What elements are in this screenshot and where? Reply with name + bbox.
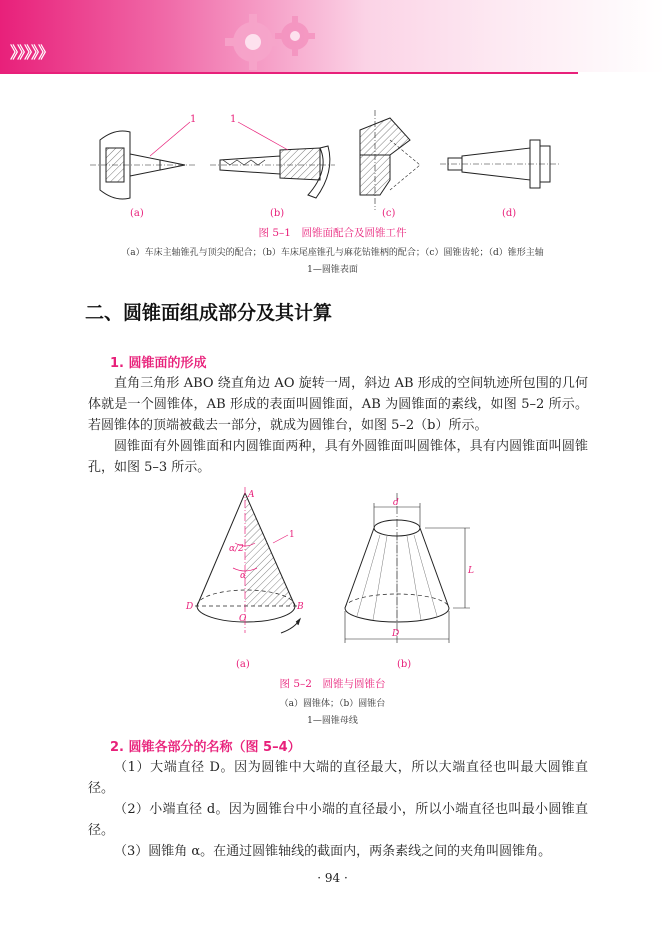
small-diameter-label: d (393, 498, 399, 508)
figure-5-1-drawings (90, 110, 590, 220)
length-label: L (468, 566, 474, 576)
section-title: 二、圆锥面组成部分及其计算 (85, 302, 333, 324)
header-rule (0, 72, 578, 74)
chevron-decoration-icon: 》》》》》 (10, 43, 54, 62)
figure-5-1a-spindle-drawing (90, 122, 195, 199)
big-diameter-label: D (392, 629, 400, 639)
figure-5-2-caption: 图 5–2 圆锥与圆锥台 (279, 678, 386, 690)
figure-5-1a-callout: 1 (190, 114, 197, 125)
figure-5-1d-tapered-spindle-drawing (440, 140, 560, 188)
figure-5-2b-frustum-drawing (345, 493, 470, 643)
point-a-label: A (248, 490, 255, 500)
figure-5-1c-bevel-gear-drawing (360, 110, 420, 210)
figure-5-1c-label: (c) (382, 208, 396, 219)
figure-5-1b-drill-drawing (210, 122, 335, 198)
half-angle-label: α/2 (229, 544, 244, 554)
figure-5-1b-label: (b) (270, 208, 285, 219)
figure-5-1-caption: 图 5–1 圆锥面配合及圆锥工件 (258, 227, 407, 239)
figure-5-2b-label: (b) (397, 659, 412, 670)
figure-5-2-note-legend: 1—圆锥母线 (307, 716, 358, 726)
gear-decoration-icon (215, 8, 325, 72)
paragraph-cone-types: 圆锥面有外圆锥面和内圆锥面两种，具有外圆锥面叫圆锥体，具有内圆锥面叫圆锥孔，如图 5–3 所示。 (88, 439, 588, 475)
page-number: · 94 · (317, 871, 348, 885)
figure-5-2-callout: 1 (289, 530, 295, 540)
point-o-label: O (239, 614, 247, 624)
paragraph-cone-formation: 直角三角形 ABO 绕直角边 AO 旋转一周，斜边 AB 形成的空间轨迹所包围的几何体就是一个圆锥体，AB 形成的表面叫圆锥面，AB 为圆锥面的素线，如图 5–2 所示。若圆锥体的顶端被截去一部分，就成为圆锥台，如图 5–2（b）所示。 (88, 376, 588, 433)
figure-5-2-drawings (185, 483, 485, 658)
figure-5-2a-cone-drawing (195, 487, 300, 633)
item-large-diameter: （1）大端直径 D。因为圆锥中大端的直径最大，所以大端直径也叫最大圆锥直径。 (88, 760, 588, 796)
angle-alpha-label: α (240, 571, 247, 581)
header-band (0, 0, 665, 72)
figure-5-1d-label: (d) (502, 208, 517, 219)
figure-5-1b-callout: 1 (230, 114, 237, 125)
item-small-diameter: （2）小端直径 d。因为圆锥台中小端的直径最小，所以小端直径也叫最小圆锥直径。 (88, 802, 588, 838)
figure-5-1-note-legend: 1—圆锥表面 (307, 265, 358, 275)
figure-5-1-note: （a）车床主轴锥孔与顶尖的配合；（b）车床尾座锥孔与麻花钻锥柄的配合；（c）圆锥齿轮；（d）锥形主轴 (121, 248, 544, 258)
subsection-heading-2: 2. 圆锥各部分的名称（图 5–4） (110, 740, 301, 755)
point-b-label: B (297, 602, 304, 612)
figure-5-1a-label: (a) (130, 208, 144, 219)
figure-5-2a-label: (a) (236, 659, 250, 670)
figure-5-2-note: （a）圆锥体；（b）圆锥台 (279, 699, 386, 709)
point-d-label: D (186, 602, 194, 612)
item-cone-angle: （3）圆锥角 α。在通过圆锥轴线的截面内，两条素线之间的夹角叫圆锥角。 (114, 844, 552, 859)
subsection-heading-1: 1. 圆锥面的形成 (110, 356, 207, 371)
